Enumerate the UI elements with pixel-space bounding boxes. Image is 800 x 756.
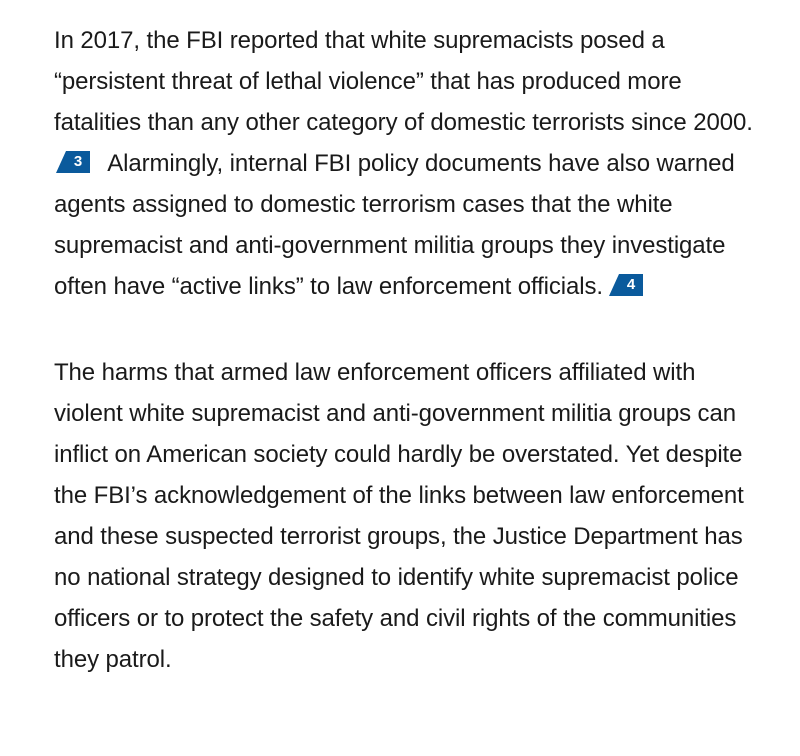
paragraph-harms xyxy=(54,352,754,680)
footnote-number: 4 xyxy=(626,276,636,293)
footnote-marker-3[interactable] xyxy=(56,151,90,173)
footnote-marker-4[interactable] xyxy=(609,274,643,296)
paragraph-text: The harms that armed law enforcement officers affiliated with violent white supremacist and anti-government militia groups can inflict on American society could hardly be overstated. Yet despite the FBI’s acknowledgement of the links between law enforcement and these suspected terrorist groups, the Justice Department has no national strategy designed to identify white supremacist police officers or to protect the safety and civil rights of the communities they patrol. xyxy=(54,359,744,673)
paragraph-text: Alarmingly, internal FBI policy documents have also warned agents assigned to domestic terrorism cases that the white supremacist and anti-government militia groups they investigate often have “active links” to law enforcement officials. xyxy=(54,150,735,300)
paragraph-text: In 2017, the FBI reported that white supremacists posed a “persistent threat of lethal violence” that has produced more fatalities than any other category of domestic terrorists since 2000. xyxy=(54,27,753,136)
article-body xyxy=(54,20,754,680)
footnote-number: 3 xyxy=(73,153,83,170)
paragraph-fbi-report xyxy=(54,20,754,307)
